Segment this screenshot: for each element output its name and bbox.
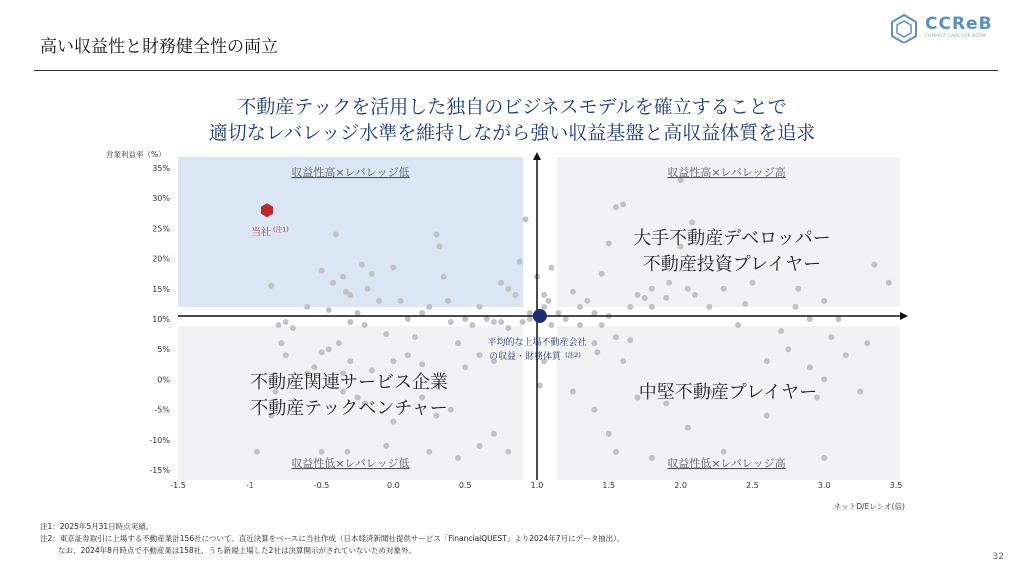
peer-point	[383, 443, 389, 449]
peer-point	[405, 316, 411, 322]
peer-point	[477, 304, 483, 310]
peer-point	[613, 449, 619, 455]
peer-point	[821, 455, 827, 461]
group-label-bottom-right: 中堅不動産プレイヤー	[638, 382, 818, 403]
peer-point	[412, 334, 418, 340]
peer-point	[545, 298, 551, 304]
peer-point	[445, 298, 451, 304]
peer-point	[828, 334, 834, 340]
peer-point	[635, 292, 641, 298]
logo-subtext: COMPACT CARE FOR BOOM	[925, 33, 987, 38]
peer-point	[390, 265, 396, 271]
quadrant-label-bottom-left: 収益性低×レバレッジ低	[291, 457, 410, 470]
peer-point	[359, 262, 365, 268]
peer-point	[785, 346, 791, 352]
peer-point	[764, 413, 770, 419]
peer-point	[491, 431, 497, 437]
peer-point	[778, 328, 784, 334]
y-tick-label: 25%	[152, 224, 170, 234]
peer-point	[390, 358, 396, 364]
x-tick-label: 1.0	[530, 481, 544, 490]
y-axis-title: 営業利益率（%）	[106, 150, 166, 159]
peer-point	[721, 449, 727, 455]
peer-point	[455, 340, 461, 346]
peer-point	[419, 361, 425, 367]
x-tick-label: -0.5	[313, 481, 330, 490]
peer-point	[333, 231, 339, 237]
group-label-top-right: 不動産投資プレイヤー	[642, 254, 822, 275]
peer-point	[721, 286, 727, 292]
peer-point	[807, 316, 813, 322]
peer-point	[330, 280, 336, 286]
peer-point	[520, 319, 526, 325]
y-tick-label: 5%	[157, 345, 170, 355]
x-tick-label: 2.5	[746, 481, 759, 490]
peer-point	[441, 274, 447, 280]
average-marker	[533, 309, 547, 323]
peer-point	[512, 292, 518, 298]
page-number: 32	[992, 552, 1004, 562]
x-tick-label: -1	[245, 481, 254, 490]
peer-point	[448, 407, 454, 413]
y-tick-label: 35%	[152, 164, 170, 173]
peer-point	[254, 449, 260, 455]
peer-point	[599, 322, 605, 328]
y-tick-label: 0%	[157, 375, 170, 385]
peer-point	[689, 219, 695, 225]
footnote-3: なお、2024年8月時点で不動産業は158社、うち新規上場した2社は決算開示がされていないため対象外。	[58, 546, 416, 555]
peer-point	[886, 280, 892, 286]
peer-point	[627, 337, 633, 343]
peer-point	[735, 322, 741, 328]
peer-point	[326, 307, 332, 313]
peer-point	[344, 449, 350, 455]
peer-point	[433, 231, 439, 237]
peer-point	[336, 340, 342, 346]
peer-point	[340, 274, 346, 280]
company-note: (注1)	[273, 225, 289, 234]
peer-point	[426, 304, 432, 310]
peer-point	[642, 295, 648, 301]
peer-point	[541, 304, 547, 310]
peer-point	[577, 304, 583, 310]
logo-text: CCReB	[925, 14, 993, 34]
quadrant-label-top-right: 収益性高×レバレッジ高	[667, 166, 786, 179]
peer-point	[290, 325, 296, 331]
peer-point	[749, 280, 755, 286]
peer-point	[795, 286, 801, 292]
peer-point	[455, 455, 461, 461]
quadrant-top-left	[178, 157, 523, 307]
peer-point	[347, 319, 353, 325]
peer-point	[362, 322, 368, 328]
peer-point	[857, 388, 863, 394]
page-title: 高い収益性と財務健全性の両立	[40, 37, 278, 57]
peer-point	[505, 325, 511, 331]
group-label-bottom-left: 不動産テックベンチャー	[250, 398, 448, 419]
peer-point	[764, 358, 770, 364]
peer-point	[606, 431, 612, 437]
peer-point	[398, 298, 404, 304]
peer-point	[685, 425, 691, 431]
headline-line-1: 不動産テックを活用した独自のビジネスモデルを確立することで	[237, 96, 787, 118]
peer-point	[347, 358, 353, 364]
peer-point	[591, 310, 597, 316]
x-tick-label: 1.5	[602, 481, 616, 490]
peer-point	[498, 319, 504, 325]
y-tick-label: 10%	[152, 315, 170, 324]
peer-point	[505, 286, 511, 292]
peer-point	[649, 286, 655, 292]
peer-point	[706, 304, 712, 310]
group-label-top-right: 大手不動産デベロッパー	[633, 228, 831, 249]
peer-point	[620, 358, 626, 364]
peer-point	[649, 304, 655, 310]
peer-point	[864, 340, 870, 346]
y-axis-arrow	[533, 152, 541, 160]
peer-point	[505, 449, 511, 455]
peer-point	[620, 201, 626, 207]
average-label-line-2: の収益・財務体質	[488, 352, 562, 362]
peer-point	[426, 449, 432, 455]
peer-point	[685, 286, 691, 292]
y-tick-label: 15%	[152, 284, 170, 294]
peer-point	[821, 376, 827, 382]
peer-point	[326, 346, 332, 352]
peer-point	[304, 304, 310, 310]
peer-point	[556, 310, 562, 316]
peer-point	[491, 319, 497, 325]
peer-point	[548, 265, 554, 271]
peer-point	[319, 349, 325, 355]
peer-point	[821, 298, 827, 304]
peer-point	[390, 419, 396, 425]
x-tick-label: -1.5	[170, 481, 186, 490]
peer-point	[570, 289, 576, 295]
footnote-2: 注2：東京証券取引に上場する不動産業計156社について、直近決算をベースに当社作成（日本経済新聞社提供サービス「FinancialQUEST」より2024年7月にデータ抽出）。	[40, 534, 625, 543]
peer-point	[627, 304, 633, 310]
peer-point	[517, 259, 523, 265]
peer-point	[666, 280, 672, 286]
peer-point	[792, 304, 798, 310]
x-tick-label: 3.0	[817, 481, 831, 490]
peer-point	[283, 352, 289, 358]
peer-point	[448, 319, 454, 325]
peer-point	[347, 292, 353, 298]
quadrant-label-bottom-right: 収益性低×レバレッジ高	[667, 457, 786, 470]
peer-point	[692, 292, 698, 298]
peer-point	[599, 271, 605, 277]
quadrant-label-top-left: 収益性高×レバレッジ低	[291, 166, 410, 179]
peer-point	[613, 334, 619, 340]
peer-point	[584, 298, 590, 304]
peer-point	[613, 204, 619, 210]
peer-point	[498, 280, 504, 286]
peer-point	[276, 322, 282, 328]
peer-point	[369, 271, 375, 277]
peer-point	[871, 262, 877, 268]
peer-point	[527, 310, 533, 316]
peer-point	[577, 322, 583, 328]
peer-point	[376, 298, 382, 304]
peer-point	[383, 331, 389, 337]
peer-point	[649, 455, 655, 461]
peer-point	[462, 316, 468, 322]
x-tick-label: 0.0	[387, 481, 400, 490]
peer-point	[807, 364, 813, 370]
peer-point	[278, 340, 284, 346]
peer-point	[742, 301, 748, 307]
peer-point	[484, 316, 490, 322]
average-label-line-1: 平均的な上場不動産会社	[487, 338, 587, 348]
y-tick-label: -5%	[154, 405, 170, 415]
footnote-1: 注1：2025年5月31日時点実績。	[40, 522, 154, 531]
peer-point	[283, 319, 289, 325]
peer-point	[405, 352, 411, 358]
peer-point	[537, 382, 543, 388]
peer-point	[469, 322, 475, 328]
company-label: 当社	[251, 227, 272, 239]
y-tick-label: -10%	[149, 435, 170, 445]
x-axis-arrow	[900, 312, 908, 320]
peer-point	[268, 283, 274, 289]
peer-point	[591, 407, 597, 413]
peer-point	[548, 322, 554, 328]
x-tick-label: 2.0	[674, 481, 687, 490]
peer-point	[527, 316, 533, 322]
peer-point	[606, 241, 612, 247]
x-axis-title: ネットD/Eレシオ(倍)	[833, 502, 905, 511]
peer-point	[477, 443, 483, 449]
peer-point	[319, 268, 325, 274]
peer-point	[355, 310, 361, 316]
x-tick-label: 3.5	[889, 481, 903, 490]
y-tick-label: 30%	[152, 194, 170, 204]
group-label-bottom-left: 不動産関連サービス企業	[250, 372, 448, 393]
peer-point	[523, 216, 529, 222]
peer-point	[843, 352, 849, 358]
peer-point	[594, 349, 600, 355]
peer-point	[462, 364, 468, 370]
peer-point	[436, 244, 442, 250]
peer-point	[419, 310, 425, 316]
peer-point	[570, 388, 576, 394]
y-tick-label: 20%	[152, 254, 170, 264]
peer-point	[311, 364, 317, 370]
x-tick-label: 0.5	[458, 481, 472, 490]
peer-point	[663, 295, 669, 301]
peer-point	[541, 292, 547, 298]
peer-point	[836, 316, 842, 322]
average-note: (注2)	[565, 351, 581, 359]
peer-point	[591, 340, 597, 346]
peer-point	[563, 316, 569, 322]
headline-line-2: 適切なレバレッジ水準を維持しながら強い収益基盤と高収益体質を追求	[208, 122, 816, 144]
peer-point	[477, 352, 483, 358]
y-tick-label: -15%	[149, 466, 170, 475]
peer-point	[365, 286, 371, 292]
peer-point	[319, 449, 325, 455]
